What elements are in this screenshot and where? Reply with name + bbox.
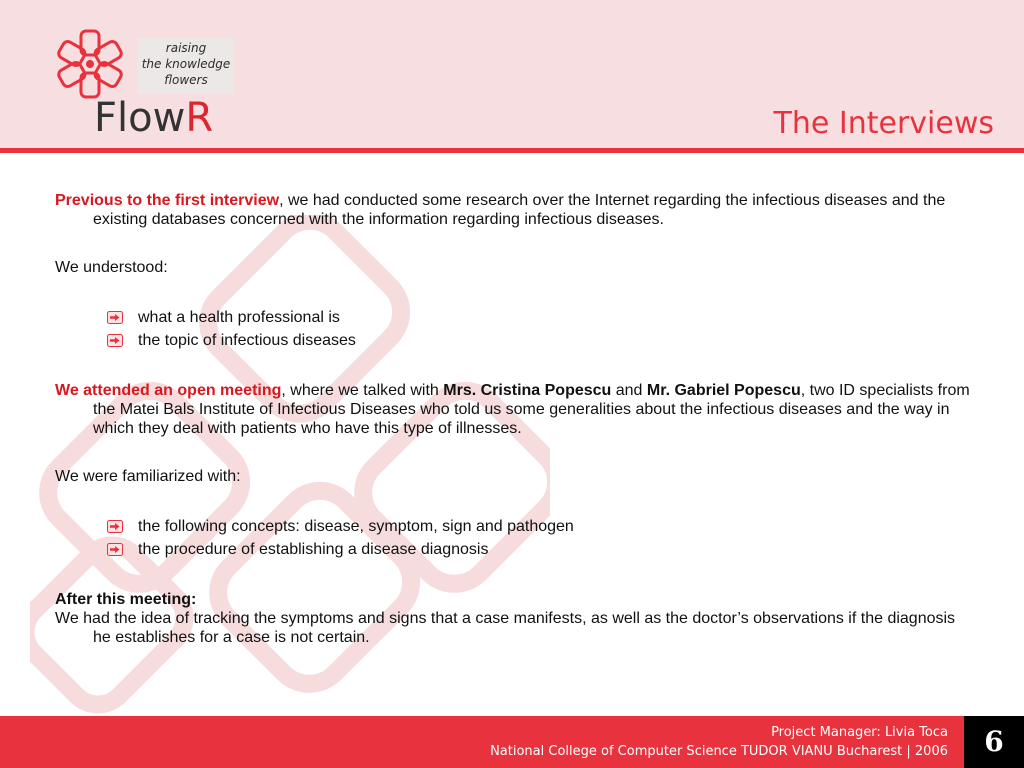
- tagline-line: the knowledge: [141, 57, 231, 71]
- brand-name-part: Flow: [94, 95, 186, 141]
- person-name: Mr. Gabriel Popescu: [646, 382, 801, 399]
- list-item-text: what a health professional is: [138, 309, 340, 326]
- paragraph-text: , we had conducted some research over the Internet regarding the infectious diseases and the existing databases concerned with the information regarding infectious diseases.: [93, 192, 946, 228]
- conclusion-paragraph: We had the idea of tracking the symptoms and signs that a case manifests, as well as the doctor’s observations if the diagnosis he establishes for a case is not certain.: [55, 610, 956, 646]
- page-number: 6: [964, 716, 1024, 768]
- paragraph-text: , two ID specialists from the Matei Bals Institute of Infectious Diseases who told us some generalities about the infectious diseases and the way in which they deal with patients who have this type of illnesses.: [93, 382, 970, 437]
- tagline-line: flowers: [164, 73, 208, 87]
- footer-institution: National College of Computer Science TUDOR VIANU Bucharest | 2006: [490, 744, 948, 759]
- logo-tagline: [138, 40, 234, 88]
- emphasis-text: We attended an open meeting: [55, 382, 282, 399]
- list-item: [107, 329, 970, 352]
- list-item-text: the procedure of establishing a disease diagnosis: [138, 541, 489, 558]
- meeting-paragraph: [55, 381, 970, 438]
- brand-logo-text: [94, 96, 213, 140]
- after-meeting-heading: After this meeting:: [55, 591, 197, 608]
- understood-list: [55, 306, 970, 352]
- familiarized-list: [55, 515, 970, 561]
- list-item-text: the following concepts: disease, symptom, sign and pathogen: [138, 518, 574, 535]
- understood-heading: We understood:: [55, 259, 168, 276]
- familiarized-heading: We were familiarized with:: [55, 468, 241, 485]
- list-item: [107, 515, 970, 538]
- footer-project-manager: Project Manager: Livia Toca: [771, 725, 948, 740]
- list-item: [107, 306, 970, 329]
- arrow-bullet-icon: [107, 543, 123, 556]
- arrow-bullet-icon: [107, 334, 123, 347]
- person-name: Mrs. Cristina Popescu: [443, 382, 612, 399]
- tagline-line: raising: [165, 41, 207, 55]
- arrow-bullet-icon: [107, 311, 123, 324]
- slide-body: [55, 191, 970, 647]
- list-item-text: the topic of infectious diseases: [138, 332, 356, 349]
- brand-name-accent: R: [185, 95, 214, 141]
- emphasis-text: Previous to the first interview: [55, 192, 280, 209]
- intro-paragraph: [55, 191, 970, 229]
- paragraph-text: and: [611, 382, 647, 399]
- arrow-bullet-icon: [107, 520, 123, 533]
- slide-title: The Interviews: [773, 106, 994, 141]
- footer-band: [0, 716, 1024, 768]
- header-divider: [0, 148, 1024, 153]
- paragraph-text: , where we talked with: [281, 382, 444, 399]
- list-item: [107, 538, 970, 561]
